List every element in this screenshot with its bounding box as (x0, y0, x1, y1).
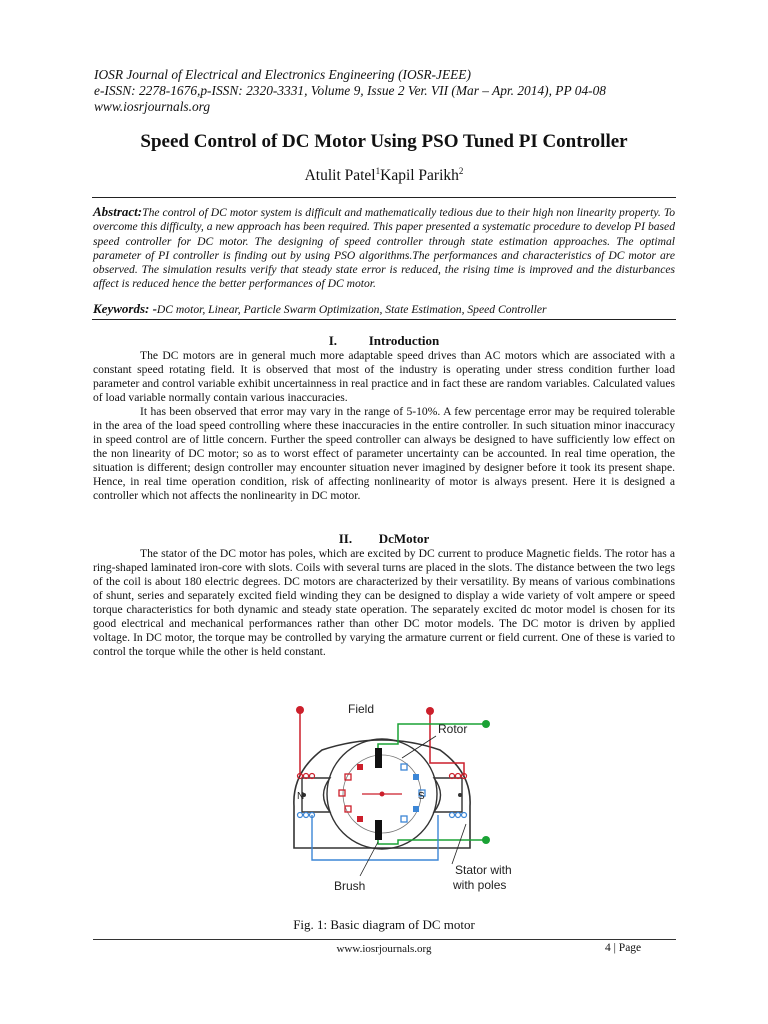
author-name: Kapil Parikh (380, 167, 459, 185)
rotor-label: Rotor (438, 722, 468, 736)
south-pole-piece (434, 778, 462, 812)
section-heading (0, 531, 768, 547)
figure-caption: Fig. 1: Basic diagram of DC motor (293, 917, 475, 932)
keywords-text: DC motor, Linear, Particle Swarm Optimization, State Estimation, Speed Controller (156, 303, 547, 316)
field-terminal-left (296, 706, 304, 714)
lower-brush (375, 820, 382, 840)
keywords (93, 302, 675, 317)
slot-marker (357, 764, 363, 770)
keywords-label: Keywords: - (93, 301, 157, 316)
journal-issn: e-ISSN: 2278-1676,p-ISSN: 2320-3331, Volume 9, Issue 2 Ver. VII (Mar – Apr. 2014), PP 04-08 (94, 83, 606, 98)
section-number: I. (328, 333, 338, 348)
slot-marker (401, 816, 407, 822)
journal-name: IOSR Journal of Electrical and Electronics Engineering (IOSR-JEEE) (94, 67, 471, 82)
journal-header (94, 67, 694, 115)
abstract-label: Abstract: (93, 204, 143, 219)
bottom-divider (92, 319, 676, 320)
author-name: Atulit Patel (304, 167, 376, 185)
upper-brush (375, 748, 382, 768)
paragraph: The stator of the DC motor has poles, which are excited by DC current to produce Magnetic fields. The rotor has a ring-shaped laminated iron-core with slots. Coils with several turns are placed in the slots. The distance between the two legs of the coil is about 180 electric degrees. DC motors are characterized by their versatility. By means of various combinations of shunt, series and separately excited field winding they can be designed to display a wide variety of volt ampere or speed torque characteristics for both dynamic and steady state operation. The separately excited dc motor model is chosen for its good electrical and mechanical performances rather than other DC motor models. The DC motor is driven by applied voltage. In DC motor, the torque may be controlled by varying the armature current or field current. One of these is varied to control the torque while the other is held constant. (93, 547, 675, 659)
field-terminal-right (426, 707, 434, 715)
slot-marker (401, 764, 407, 770)
north-pole-piece (302, 778, 330, 812)
section-heading (0, 333, 768, 349)
brush-label: Brush (334, 879, 366, 893)
abstract (93, 205, 675, 292)
paragraph: It has been observed that error may vary in the range of 5-10%. A few percentage error may be required tolerable in the area of the load speed controlling where these inaccuracies in the entire controller. In such situation minor inaccuracy in speed control are of little concern. Further the speed controller can always be designed to have sufficiently low effect on the non linearity of DC motor; so as to worst effect of parameter uncertainty can be accounted. In real time operation, the situation is different; design controller may encounter situation never imagined by designer before it took its present shape. Hence, in real time operation condition, risk of affecting nonlinearity of motor is always present. Here it is designed a controller which not affects the nonlinearity in DC motor. (93, 405, 675, 503)
stator-label-line1: Stator with (455, 863, 512, 877)
author-affiliation-mark: 1 (375, 166, 381, 176)
field-label: Field (348, 702, 375, 716)
stator-pointer (452, 824, 466, 864)
footer-website: www.iosrjournals.org (336, 943, 432, 955)
stator-label-line2: with poles (453, 878, 507, 892)
paper-title: Speed Control of DC Motor Using PSO Tuned PI Controller (140, 131, 628, 152)
section-number: II. (338, 531, 353, 546)
author-line (0, 166, 768, 185)
north-pole-label: N (297, 791, 305, 802)
dc-motor-diagram (262, 698, 532, 898)
abstract-text: The control of DC motor system is difficult and mathematically tedious due to their high non linearity property. To overcome this difficulty, a new approach has been required. This paper presented a systematic procedure to develop PI based speed controller for DC motor. The designing of speed controller through state estimation approaches. The optimal parameter of PI controller is finding out by using PSO algorithms.The performances and characteristics of DC motor are observed. The simulation results verify that steady state error is reduced, the rising time is improved and the disturbances affect is reduced hence the better performances of DC motor. (93, 206, 675, 291)
slot-marker (413, 806, 419, 812)
south-pole-label: S (418, 791, 425, 802)
south-pole-marker (458, 793, 462, 797)
slot-marker (357, 816, 363, 822)
armature-terminal-bottom (482, 836, 490, 844)
paragraph: The DC motors are in general much more adaptable speed drives than AC motors which are associated with a constant speed rotating field. It is observed that most of the industry is operating under stress condition further load parameter and control variable exhibit uncertainness in real practice and in fact these are random variables. Calculated values of load variable normally contain various inaccuracies. (93, 349, 675, 405)
slot-marker (413, 774, 419, 780)
section-title: DcMotor (378, 531, 430, 546)
author-affiliation-mark: 2 (458, 166, 464, 176)
slot-marker (339, 790, 345, 796)
armature-terminal-top (482, 720, 490, 728)
armature-wire-top (378, 724, 484, 748)
armature-wire-bottom (378, 840, 484, 844)
journal-website: www.iosrjournals.org (94, 99, 211, 114)
top-divider (92, 197, 676, 198)
page-number: 4 | Page (605, 942, 642, 954)
section-title: Introduction (368, 333, 440, 348)
rotor-shaft (380, 792, 385, 797)
footer-divider (93, 939, 676, 940)
